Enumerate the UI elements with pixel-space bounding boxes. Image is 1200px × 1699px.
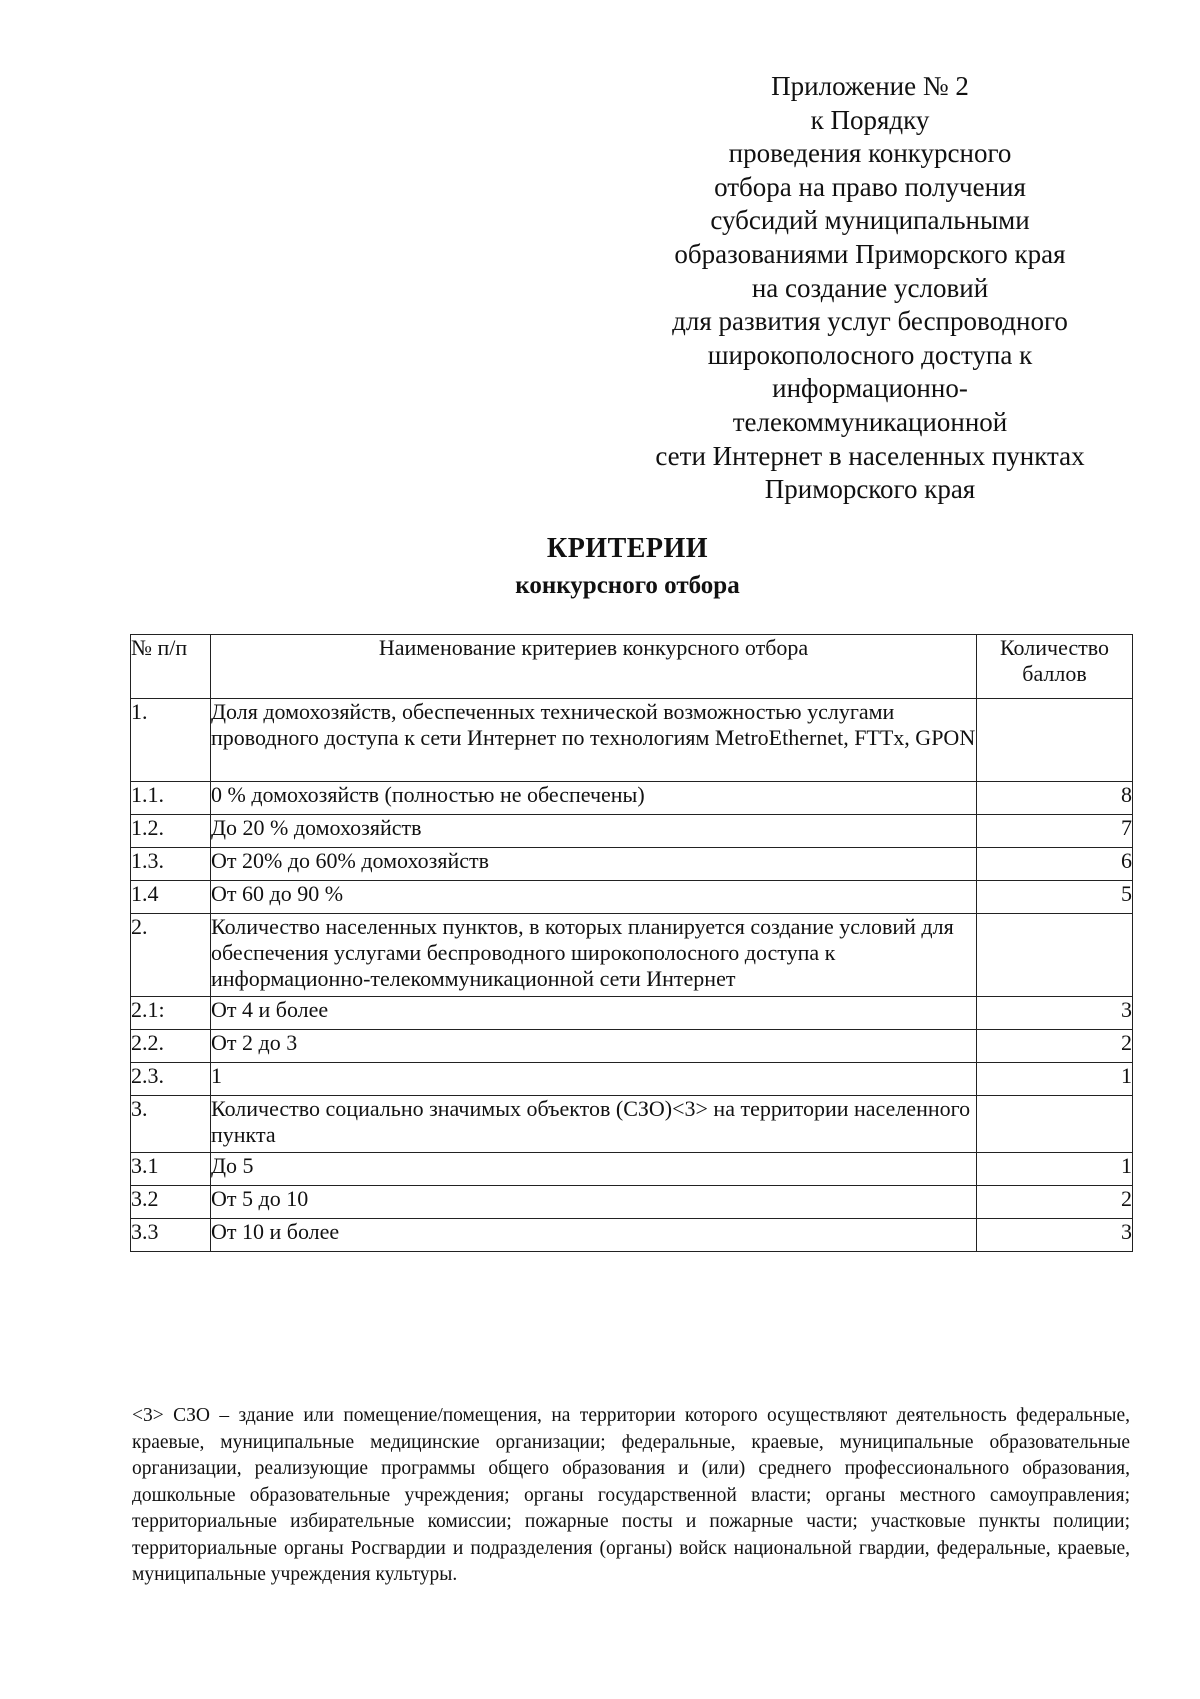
row-points <box>977 1096 1133 1153</box>
row-num: 3. <box>131 1096 211 1153</box>
row-points: 3 <box>977 1219 1133 1252</box>
appendix-line: проведения конкурсного <box>728 138 1012 169</box>
row-name: Количество социально значимых объектов (СЗО)<3> на территории населенного пункта <box>211 1096 977 1153</box>
row-points: 7 <box>977 815 1133 848</box>
row-name: От 2 до 3 <box>211 1030 977 1063</box>
row-num: 1. <box>131 699 211 782</box>
footnote: <3> СЗО – здание или помещение/помещения, на территории которого осуществляют деятельность федеральные, краевые, муниципальные медицинские организации; федеральные, краевые, муниципальные образовательные организации, реализующие программы общего образования и (или) среднего профессионального образования, дошкольные образовательные учреждения; органы государственной власти; органы местного самоуправления; территориальные избирательные комиссии; пожарные посты и пожарные части; участковые пункты полиции; территориальные органы Росгвардии и подразделения (органы) войск национальной гвардии, федеральные, краевые, муниципальные учреждения культуры. <box>132 1405 1130 1585</box>
row-name: От 10 и более <box>211 1219 977 1252</box>
criteria-table <box>130 634 1133 1252</box>
appendix-line: сети Интернет в населенных пунктах <box>655 440 1085 471</box>
row-points: 2 <box>977 1186 1133 1219</box>
appendix-line: широкополосного доступа к <box>707 339 1033 370</box>
appendix-line: субсидий муниципальными <box>710 205 1030 236</box>
row-name: От 60 до 90 % <box>211 881 977 914</box>
appendix-line: к Порядку <box>810 104 930 135</box>
row-name: 1 <box>211 1063 977 1096</box>
title-main: КРИТЕРИИ <box>546 533 709 564</box>
row-name: От 4 и более <box>211 997 977 1030</box>
table-row <box>131 1096 1133 1153</box>
row-name: От 20% до 60% домохозяйств <box>211 848 977 881</box>
row-name: Доля домохозяйств, обеспеченных технической возможностью услугами проводного доступа к сети Интернет по технологиям MetroEthernet, FTTx, GPON <box>211 699 977 782</box>
table-header-row <box>131 635 1133 699</box>
table-row <box>131 699 1133 782</box>
row-points: 1 <box>977 1153 1133 1186</box>
header-name: Наименование критериев конкурсного отбора <box>211 635 977 699</box>
row-points: 6 <box>977 848 1133 881</box>
appendix-line: телекоммуникационной <box>732 406 1008 437</box>
row-num: 3.3 <box>131 1219 211 1252</box>
row-num: 2.1: <box>131 997 211 1030</box>
header-points: Количество баллов <box>977 635 1133 699</box>
table-row <box>131 914 1133 997</box>
appendix-line: на создание условий <box>751 272 989 303</box>
appendix-line: для развития услуг беспроводного <box>672 306 1068 337</box>
row-name: До 5 <box>211 1153 977 1186</box>
table-row <box>131 1153 1133 1186</box>
table-row <box>131 1219 1133 1252</box>
table-row <box>131 997 1133 1030</box>
appendix-line: отбора на право получения <box>714 171 1026 202</box>
table-row <box>131 815 1133 848</box>
row-num: 1.1. <box>131 782 211 815</box>
table-row <box>131 881 1133 914</box>
row-num: 1.3. <box>131 848 211 881</box>
row-num: 2. <box>131 914 211 997</box>
table-row <box>131 782 1133 815</box>
title-sub: конкурсного отбора <box>515 572 740 599</box>
row-name: До 20 % домохозяйств <box>211 815 977 848</box>
table-row <box>131 1063 1133 1096</box>
table-row <box>131 1186 1133 1219</box>
row-points: 3 <box>977 997 1133 1030</box>
row-points: 8 <box>977 782 1133 815</box>
row-num: 2.2. <box>131 1030 211 1063</box>
row-num: 2.3. <box>131 1063 211 1096</box>
row-points: 2 <box>977 1030 1133 1063</box>
row-num: 1.2. <box>131 815 211 848</box>
document-title <box>0 532 1200 602</box>
appendix-line: информационно- <box>772 373 968 404</box>
row-num: 3.1 <box>131 1153 211 1186</box>
row-name: 0 % домохозяйств (полностью не обеспечены) <box>211 782 977 815</box>
row-name: Количество населенных пунктов, в которых планируется создание условий для обеспечения услугами беспроводного широкополосного доступа к информационно-телекоммуникационной сети Интернет <box>211 914 977 997</box>
appendix-line: Приморского края <box>764 474 976 505</box>
row-points: 5 <box>977 881 1133 914</box>
appendix-line: Приложение № 2 <box>771 71 969 101</box>
row-num: 3.2 <box>131 1186 211 1219</box>
appendix-line: образованиями Приморского края <box>674 238 1066 269</box>
header-num: № п/п <box>131 635 211 699</box>
row-num: 1.4 <box>131 881 211 914</box>
row-points: 1 <box>977 1063 1133 1096</box>
row-points <box>977 699 1133 782</box>
row-name: От 5 до 10 <box>211 1186 977 1219</box>
row-points <box>977 914 1133 997</box>
table-row <box>131 848 1133 881</box>
table-row <box>131 1030 1133 1063</box>
appendix-header <box>620 70 1120 507</box>
